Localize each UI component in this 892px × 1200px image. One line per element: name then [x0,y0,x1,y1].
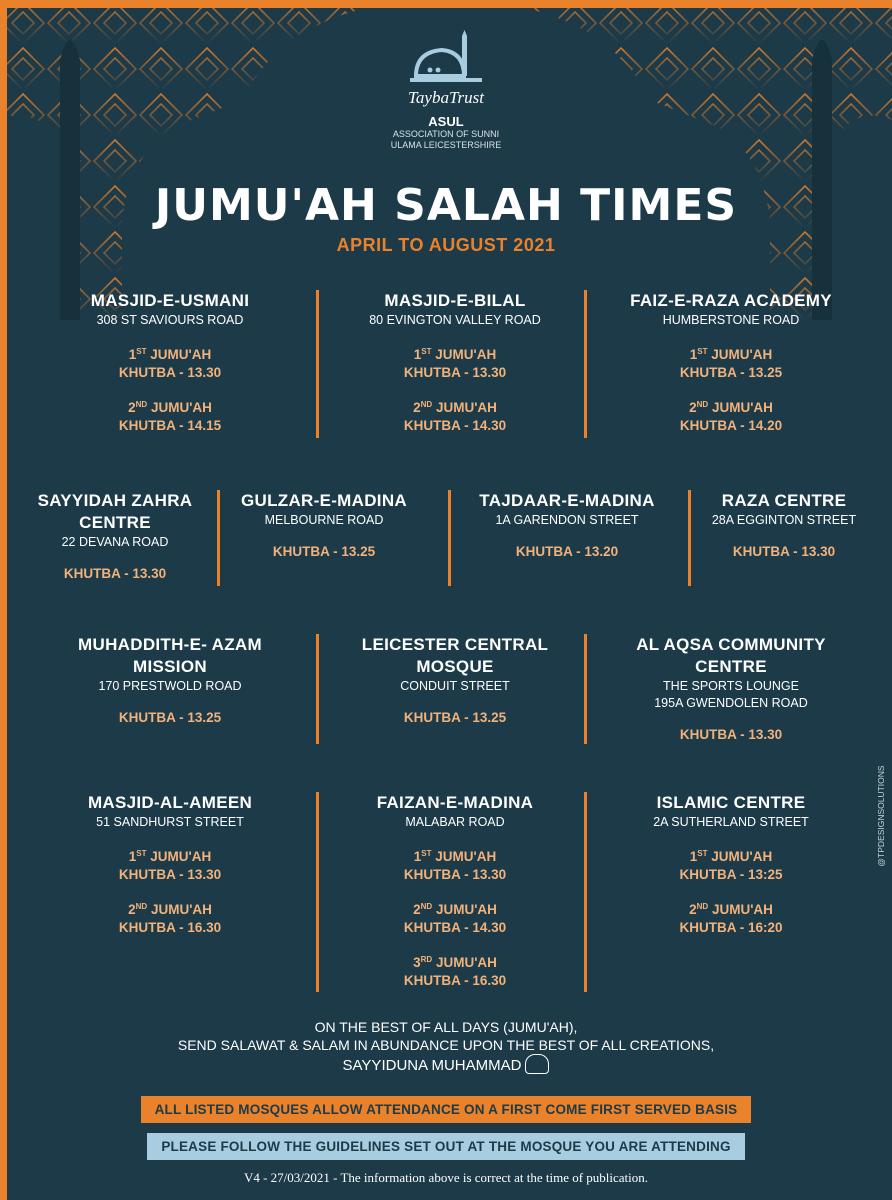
khutba-time: KHUTBA - 16:20 [679,920,783,935]
mosque-card [325,290,585,435]
org-full-name-line1: ASSOCIATION OF SUNNI [392,129,500,139]
page-subtitle: APRIL TO AUGUST 2021 [336,235,556,255]
guidelines-banner [0,1133,892,1160]
column-divider [584,792,587,992]
mosque-name: LEICESTER CENTRAL [361,635,549,654]
mosque-address: 28A EGGINTON STREET [711,513,857,527]
designer-credit [873,760,889,878]
jumuah-session: 2ND JUMU'AH KHUTBA - 16.30 [118,902,222,935]
mosque-logo-icon [406,30,486,86]
salawat-message [0,1018,892,1075]
jumuah-session: 1ST JUMU'AH KHUTBA - 13.30 [403,347,507,380]
khutba-time: KHUTBA - 13.30 [118,365,222,380]
mosque-address: 2A SUTHERLAND STREET [653,815,809,829]
mosque-card [222,490,426,561]
mosque-name: ISLAMIC CENTRE [656,793,806,812]
mosque-name-line2: CENTRE [79,513,151,532]
khutba-time: KHUTBA - 14.30 [403,418,507,433]
khutba-time: KHUTBA - 13.30 [679,727,783,742]
mosque-card [14,490,216,583]
salawat-calligraphy-icon [525,1054,549,1074]
jumuah-session: 1ST JUMU'AH KHUTBA - 13.30 [118,849,222,882]
khutba-time: KHUTBA - 13:25 [679,867,783,882]
attendance-banner [0,1096,892,1123]
jumuah-session: 2ND JUMU'AH KHUTBA - 14.30 [403,902,507,935]
mosque-name-line2: MOSQUE [416,657,494,676]
mosque-address: MALABAR ROAD [405,815,505,829]
khutba-time: KHUTBA - 13.25 [272,544,376,559]
jumuah-session: 2ND JUMU'AH KHUTBA - 16:20 [679,902,783,935]
mosque-address: 170 PRESTWOLD ROAD [98,679,242,693]
mosque-address: 1A GARENDON STREET [495,513,639,527]
salawat-line2: SEND SALAWAT & SALAM IN ABUNDANCE UPON THE BEST OF ALL CREATIONS, [177,1037,715,1053]
column-divider [584,634,587,744]
mosque-name: GULZAR-E-MADINA [241,491,407,510]
mosque-address: 22 DEVANA ROAD [61,535,169,549]
attendance-banner-text: ALL LISTED MOSQUES ALLOW ATTENDANCE ON A FIRST COME FIRST SERVED BASIS [141,1096,752,1123]
mosque-name: AL AQSA COMMUNITY [636,635,826,654]
mosque-name-line2: MISSION [133,657,207,676]
designer-credit-text: @TPDESIGNSOLUTIONS [876,765,886,867]
mosque-card [596,792,866,937]
guidelines-banner-text: PLEASE FOLLOW THE GUIDELINES SET OUT AT THE MOSQUE YOU ARE ATTENDING [147,1133,744,1160]
jumuah-session: 1ST JUMU'AH KHUTBA - 13.30 [403,849,507,882]
jumuah-session: 3RD JUMU'AH KHUTBA - 16.30 [403,955,507,988]
page-title: JUMU'AH SALAH TIMES [154,180,738,231]
khutba-time: KHUTBA - 13.20 [515,544,619,559]
jumuah-session: 1ST JUMU'AH KHUTBA - 13.25 [679,347,783,380]
jumuah-session: 2ND JUMU'AH KHUTBA - 14.30 [403,400,507,433]
column-divider [217,490,220,586]
khutba-time: KHUTBA - 13.30 [403,867,507,882]
mosque-address-line2: 195A GWENDOLEN ROAD [654,696,808,710]
mosque-name: RAZA CENTRE [721,491,847,510]
khutba-time: KHUTBA - 14.15 [118,418,222,433]
mosque-card [596,634,866,744]
khutba-time: KHUTBA - 13.30 [732,544,836,559]
khutba-time: KHUTBA - 14.30 [403,920,507,935]
column-divider [316,792,319,992]
khutba-time: KHUTBA - 13.30 [403,365,507,380]
mosque-name: MASJID-AL-AMEEN [87,793,253,812]
column-divider [316,290,319,438]
mosque-address: CONDUIT STREET [400,679,510,693]
brand-name: TaybaTrust [408,88,484,107]
mosque-name: SAYYIDAH ZAHRA [37,491,193,510]
org-short-name: ASUL [428,114,464,129]
mosque-card [325,792,585,990]
mosque-address: THE SPORTS LOUNGE [663,679,799,693]
column-divider [448,490,451,586]
column-divider [688,490,691,586]
jumuah-session: 1ST JUMU'AH KHUTBA - 13.30 [118,347,222,380]
mosque-address: 80 EVINGTON VALLEY ROAD [369,313,541,327]
org-full-name-line2: ULAMA LEICESTERSHIRE [390,140,502,150]
mosque-card [596,290,866,435]
mosque-address: HUMBERSTONE ROAD [662,313,800,327]
jumuah-session: 2ND JUMU'AH KHUTBA - 14.15 [118,400,222,433]
tayba-trust-logo [380,30,512,151]
mosque-name: FAIZAN-E-MADINA [376,793,534,812]
jumuah-session: 2ND JUMU'AH KHUTBA - 14.20 [679,400,783,433]
mosque-address: 308 ST SAVIOURS ROAD [96,313,244,327]
mosque-name: MASJID-E-BILAL [384,291,526,310]
khutba-time: KHUTBA - 13.25 [679,365,783,380]
mosque-name: TAJDAAR-E-MADINA [479,491,655,510]
khutba-time: KHUTBA - 13.30 [63,566,167,581]
khutba-time: KHUTBA - 16.30 [403,973,507,988]
salawat-line1: ON THE BEST OF ALL DAYS (JUMU'AH), [314,1019,578,1035]
mosque-card [325,634,585,727]
mosque-address: MELBOURNE ROAD [264,513,384,527]
mosque-address: 51 SANDHURST STREET [96,815,244,829]
version-note: V4 - 27/03/2021 - The information above is correct at the time of publication. [243,1170,649,1185]
mosque-card [40,634,300,727]
khutba-time: KHUTBA - 13.25 [403,710,507,725]
mosque-card [456,490,678,561]
khutba-time: KHUTBA - 14.20 [679,418,783,433]
khutba-time: KHUTBA - 16.30 [118,920,222,935]
khutba-time: KHUTBA - 13.25 [118,710,222,725]
khutba-time: KHUTBA - 13.30 [118,867,222,882]
jumuah-session: 1ST JUMU'AH KHUTBA - 13:25 [679,849,783,882]
mosque-card [694,490,874,561]
mosque-card [40,792,300,937]
mosque-name: MASJID-E-USMANI [90,291,250,310]
mosque-card [40,290,300,435]
column-divider [584,290,587,438]
mosque-name: FAIZ-E-RAZA ACADEMY [630,291,832,310]
column-divider [316,634,319,744]
salawat-line3: SAYYIDUNA MUHAMMAD [342,1057,522,1074]
mosque-name: MUHADDITH-E- AZAM [78,635,262,654]
mosque-name-line2: CENTRE [695,657,767,676]
